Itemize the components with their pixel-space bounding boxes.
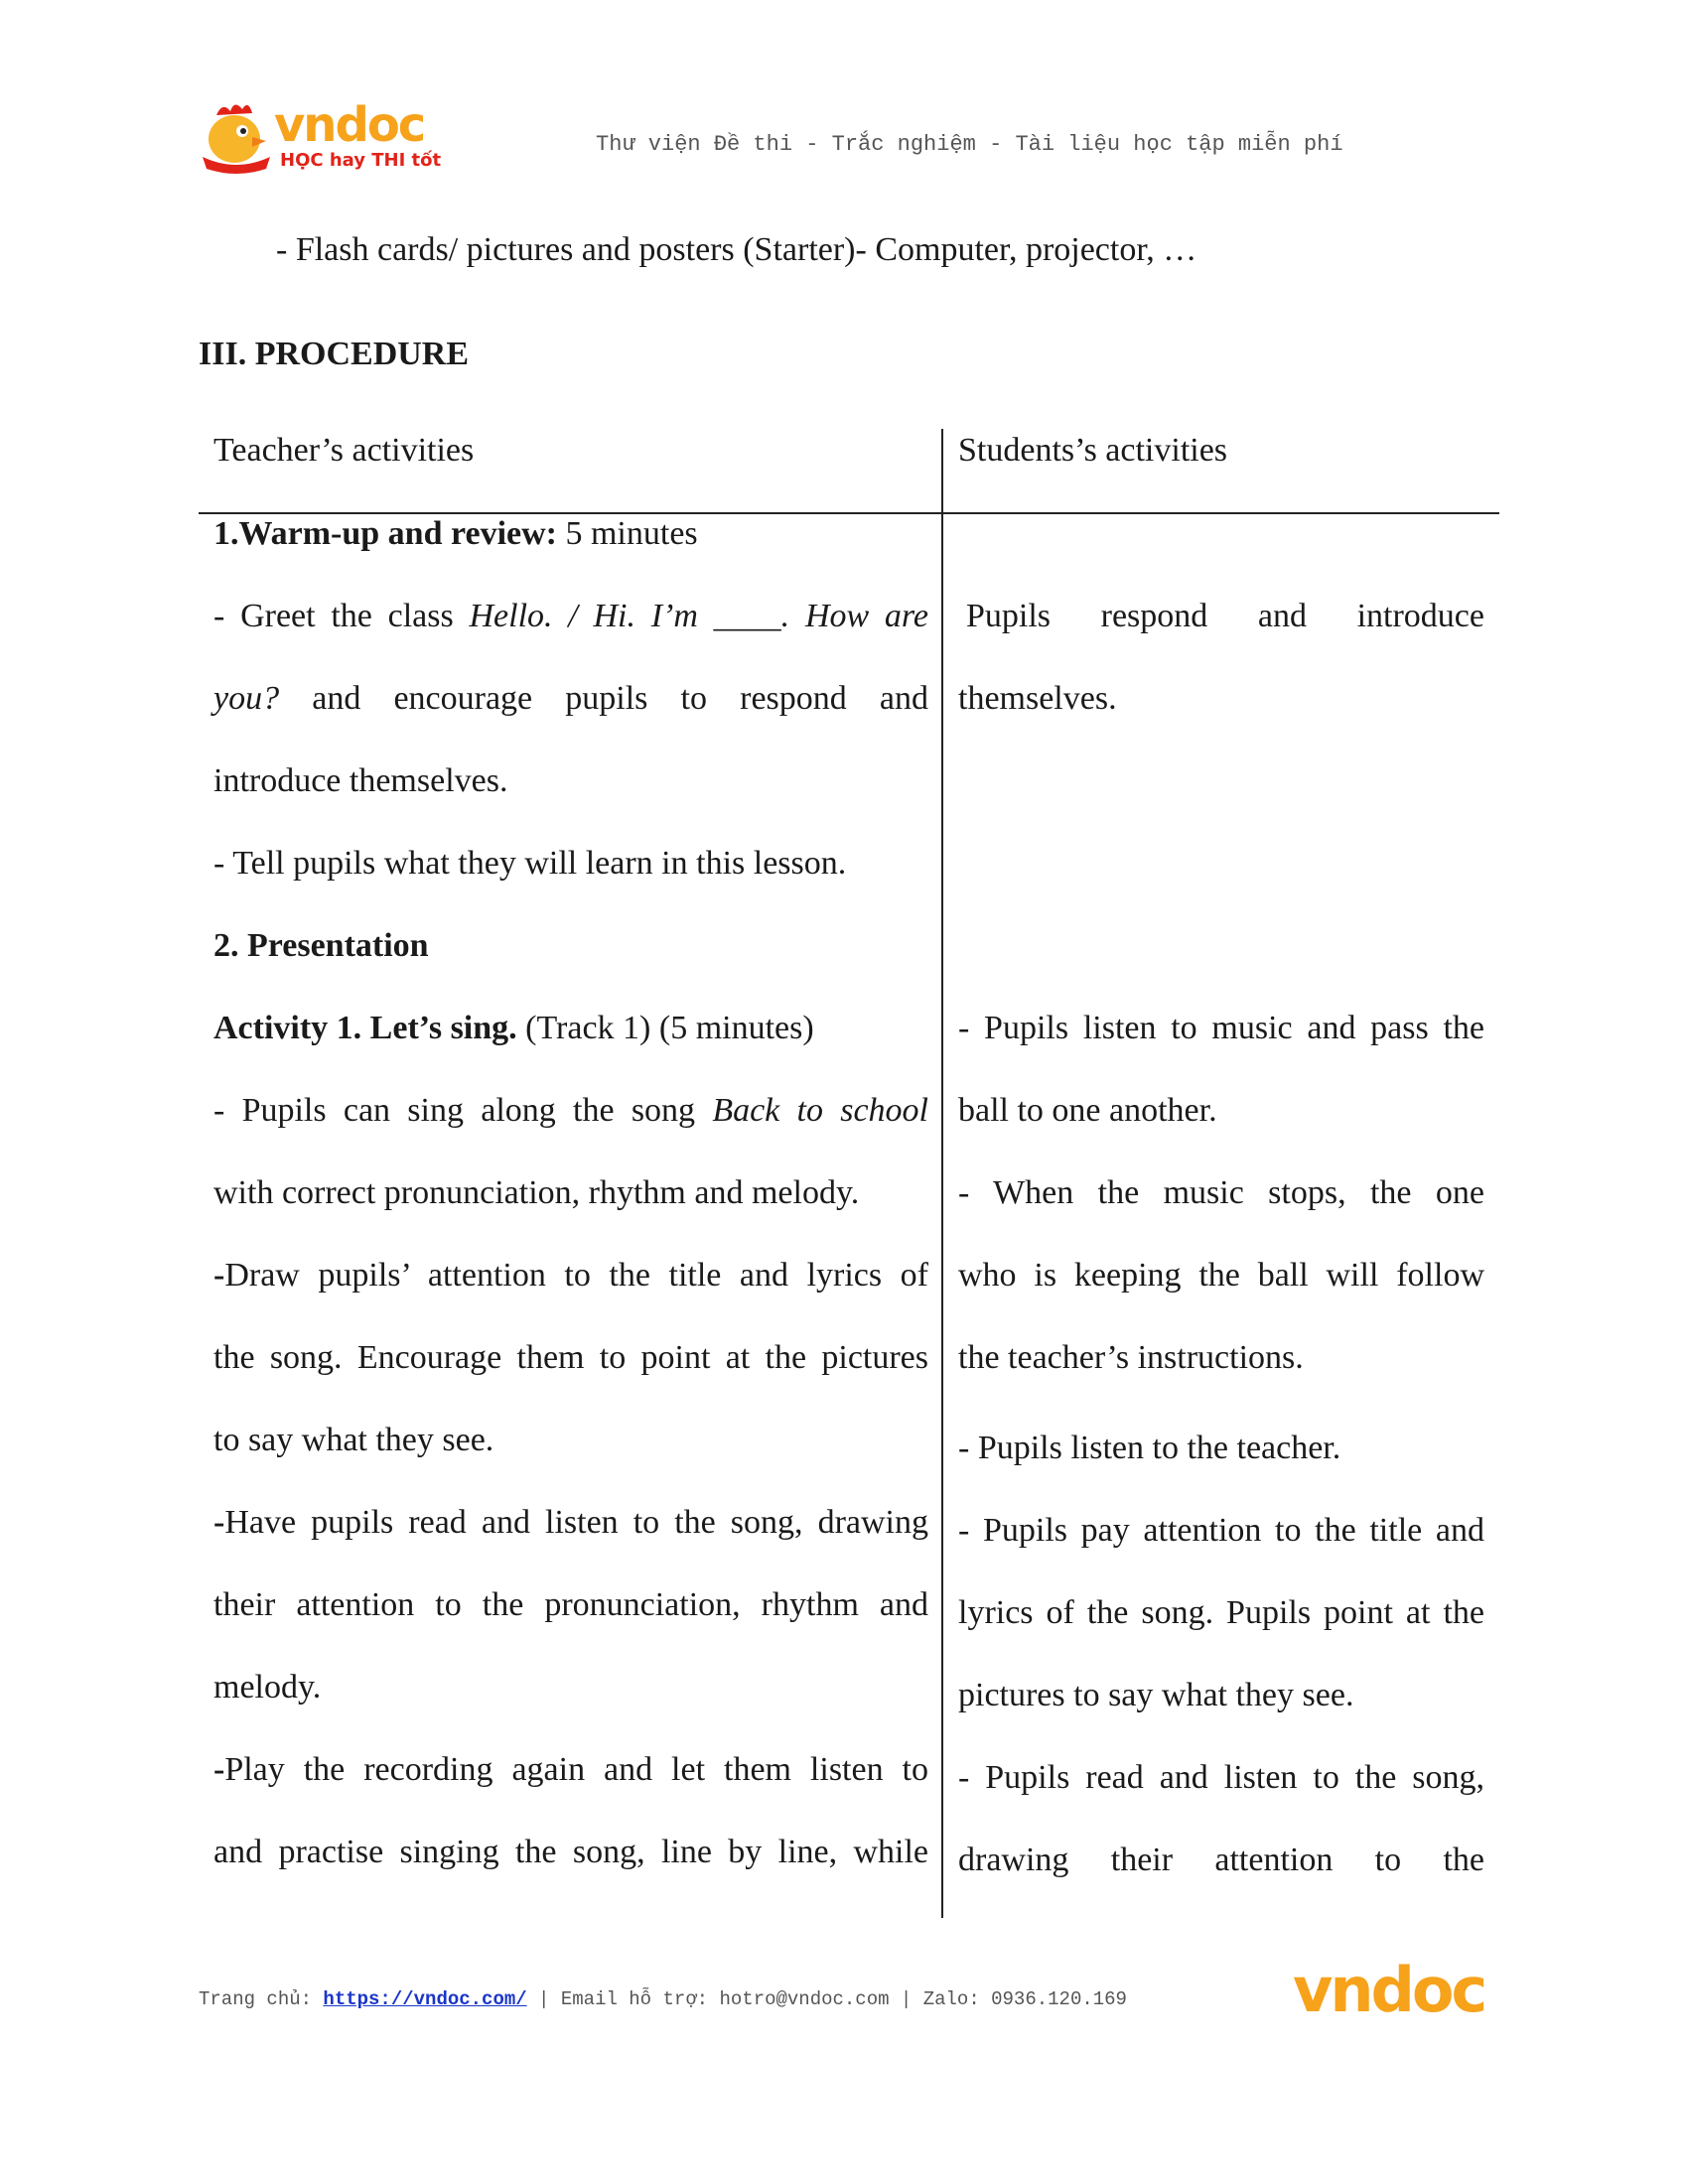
materials-line: - Flash cards/ pictures and posters (Starter)- Computer, projector, …	[276, 231, 1197, 268]
warmup-time: 5 minutes	[556, 515, 698, 552]
have-line-2: their attention to the pronunciation, rhythm and	[213, 1586, 928, 1623]
activity-title: Activity 1. Let’s sing.	[213, 1010, 517, 1046]
logo-brand: vndoc	[274, 97, 425, 153]
s-music-line-1: - Pupils listen to music and pass the	[958, 1010, 1484, 1046]
draw-line-2: the song. Encourage them to point at the pictures	[213, 1339, 928, 1376]
procedure-table	[199, 429, 1499, 1918]
teacher-header: Teacher’s activities	[213, 432, 475, 469]
footer-logo[interactable]: vndoc	[1293, 1954, 1485, 2026]
draw-line-1	[213, 1254, 928, 1297]
greet-line-1	[213, 595, 928, 638]
s-listen-line: - Pupils listen to the teacher.	[958, 1430, 1341, 1466]
greet-line-3: introduce themselves.	[213, 762, 508, 799]
s-respond-line-1: Pupils respond and introduce	[966, 598, 1484, 634]
chicken-mascot-icon	[197, 97, 276, 177]
have-line-1	[213, 1501, 928, 1545]
greet-prefix: - Greet the class	[213, 598, 470, 634]
play-dash: -	[213, 1751, 225, 1788]
activity-heading	[213, 1007, 928, 1050]
s-music-line-2: ball to one another.	[958, 1092, 1217, 1129]
s-stops-line-2: who is keeping the ball will follow	[958, 1257, 1484, 1294]
s-pay-line-3: pictures to say what they see.	[958, 1677, 1354, 1713]
s-stops-line-3: the teacher’s instructions.	[958, 1339, 1304, 1376]
sing-prefix: - Pupils can sing along the song	[213, 1092, 713, 1129]
warmup-heading	[213, 512, 928, 556]
warmup-title: 1.Warm-up and review:	[213, 515, 557, 552]
footer-contact	[199, 1987, 1127, 2011]
greet-italic-2: you?	[213, 680, 280, 717]
draw-dash: -	[213, 1257, 225, 1294]
logo-slogan: HỌC hay THI tốt	[280, 150, 442, 171]
column-divider	[941, 429, 943, 1918]
sing-line-1	[213, 1089, 928, 1133]
play-text: Play the recording again and let them listen to	[224, 1751, 928, 1788]
s-pay-line-1: - Pupils pay attention to the title and	[958, 1512, 1484, 1549]
draw-text: Draw pupils’ attention to the title and lyrics of	[224, 1257, 928, 1294]
greet-italic: Hello. / Hi. I’m ____. How are	[469, 598, 928, 634]
s-read-line-2: drawing their attention to the	[958, 1842, 1484, 1878]
have-line-3: melody.	[213, 1669, 322, 1706]
s-respond-line-2: themselves.	[958, 680, 1117, 717]
greet-line2-rest: and encourage pupils to respond and	[279, 680, 928, 717]
footer-home-label: Trang chủ:	[199, 1988, 324, 2010]
s-read-line-1: - Pupils read and listen to the song,	[958, 1759, 1484, 1796]
presentation-title-text: 2. Presentation	[213, 927, 429, 964]
s-pay-line-2: lyrics of the song. Pupils point at the	[958, 1594, 1484, 1631]
footer-rest: | Email hỗ trợ: hotro@vndoc.com | Zalo: 0936.120.169	[526, 1988, 1127, 2010]
presentation-title	[213, 924, 928, 968]
students-header: Students’s activities	[958, 432, 1228, 469]
draw-line-3: to say what they see.	[213, 1422, 494, 1458]
section-title: III. PROCEDURE	[199, 336, 470, 372]
sing-line-2: with correct pronunciation, rhythm and melody.	[213, 1174, 860, 1211]
have-dash: -	[213, 1504, 225, 1541]
header-tagline: Thư viện Đề thi - Trắc nghiệm - Tài liệu học tập miễn phí	[596, 132, 1343, 157]
play-line-2: and practise singing the song, line by line, while	[213, 1834, 928, 1870]
have-text: Have pupils read and listen to the song, drawing	[224, 1504, 928, 1541]
tell-line: - Tell pupils what they will learn in this lesson.	[213, 845, 847, 882]
song-title: Back to school	[712, 1092, 928, 1129]
greet-line-2	[213, 677, 928, 721]
play-line-1	[213, 1748, 928, 1792]
footer-home-link[interactable]: https://vndoc.com/	[323, 1988, 527, 2010]
s-stops-line-1: - When the music stops, the one	[958, 1174, 1484, 1211]
activity-detail: (Track 1) (5 minutes)	[516, 1010, 814, 1046]
vndoc-logo[interactable]	[197, 97, 445, 181]
